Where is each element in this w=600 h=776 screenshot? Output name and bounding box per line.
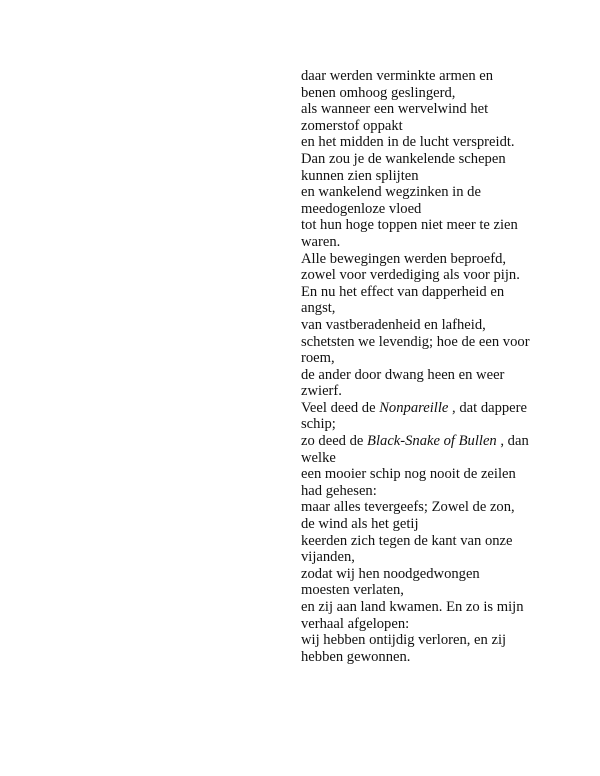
poem-line: keerden zich tegen de kant van onze vijanden, bbox=[301, 532, 513, 566]
poem-line: een mooier schip nog nooit de zeilen had gehesen: bbox=[301, 466, 516, 499]
poem-line: Dan zou je de wankelende schepen kunnen zien splijten bbox=[301, 150, 506, 184]
poem-line: tot hun hoge toppen niet meer te zien waren. bbox=[301, 217, 518, 250]
poem-line-ship-black-snake bbox=[301, 433, 531, 466]
poem-line: en zij aan land kwamen. En zo is mijn verhaal afgelopen: bbox=[301, 599, 524, 632]
poem-line: schetsten we levendig; hoe de een voor roem, bbox=[301, 333, 530, 367]
line-text: Veel deed de bbox=[301, 399, 380, 416]
poem-line: Alle bewegingen werden beproefd, bbox=[301, 250, 507, 267]
line-text: , dat dappere schip; bbox=[301, 399, 527, 433]
poem-line: zowel voor verdediging als voor pijn. bbox=[301, 267, 520, 284]
poem-text-block bbox=[301, 68, 531, 665]
poem-line: de ander door dwang heen en weer zwierf. bbox=[301, 366, 505, 400]
ship-name-nonpareille: Nonpareille bbox=[379, 399, 449, 416]
line-text: zo deed de bbox=[301, 433, 368, 450]
poem-line: maar alles tevergeefs; Zowel de zon, de wind als het getij bbox=[301, 499, 515, 533]
poem-line: wij hebben ontijdig verloren, en zij hebben gewonnen. bbox=[301, 632, 507, 665]
poem-line: en wankelend wegzinken in de meedogenloze vloed bbox=[301, 184, 481, 217]
poem-line: zodat wij hen noodgedwongen moesten verlaten, bbox=[301, 565, 480, 599]
poem-line: daar werden verminkte armen en benen omhoog geslingerd, bbox=[301, 68, 494, 101]
poem-line-ship-nonpareille bbox=[301, 400, 531, 433]
poem-line: als wanneer een wervelwind het zomerstof oppakt bbox=[301, 101, 489, 134]
line-text: , dan welke bbox=[301, 433, 529, 466]
ship-name-black-snake: Black-Snake of Bullen bbox=[367, 433, 497, 450]
poem-line: En nu het effect van dapperheid en angst, bbox=[301, 283, 505, 317]
poem-line: van vastberadenheid en lafheid, bbox=[301, 316, 486, 333]
poem-line: en het midden in de lucht verspreidt. bbox=[301, 134, 515, 151]
